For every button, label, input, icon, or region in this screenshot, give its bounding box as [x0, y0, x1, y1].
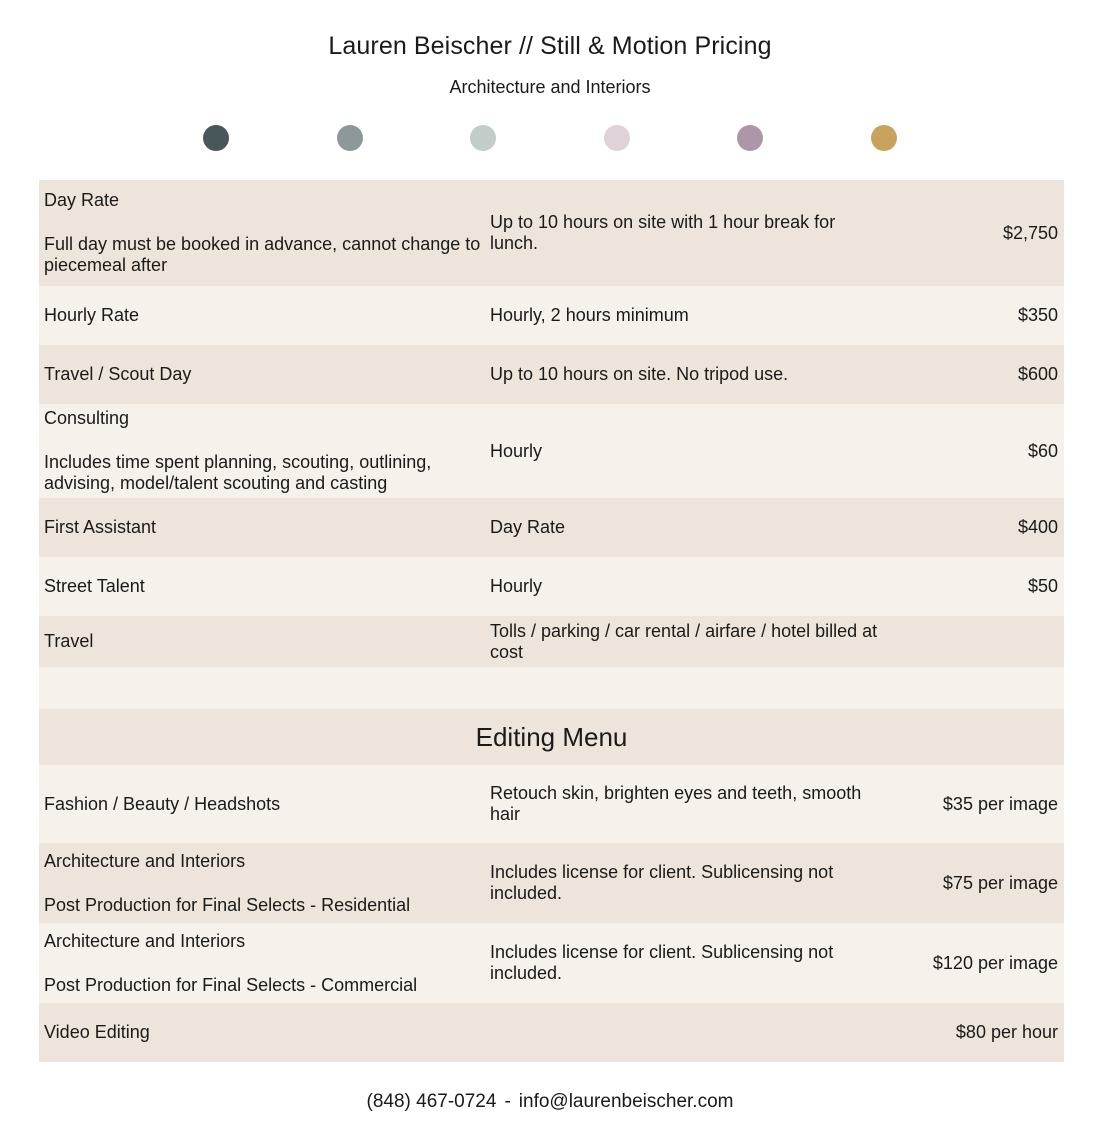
service-price: $600: [1017, 364, 1058, 384]
color-swatch: [737, 125, 763, 151]
service-price: $60: [1027, 440, 1058, 461]
service-description: Includes license for client. Sublicensing not included.: [490, 862, 834, 903]
color-swatch: [337, 125, 363, 151]
service-note: Post Production for Final Selects - Residential: [44, 894, 411, 915]
section-heading: Editing Menu: [39, 709, 1064, 765]
service-cell: [39, 408, 485, 494]
page-title: Lauren Beischer // Still & Motion Pricing: [328, 32, 772, 60]
table-row: [39, 923, 1064, 1003]
service-name: Fashion / Beauty / Headshots: [44, 793, 281, 814]
service-description: Up to 10 hours on site. No tripod use.: [490, 364, 789, 384]
table-row: [39, 498, 1064, 557]
service-price: $120 per image: [932, 952, 1058, 973]
footer-separator: -: [504, 1091, 511, 1112]
service-name: Consulting: [44, 408, 130, 428]
service-description: Hourly: [490, 576, 543, 596]
phone-number[interactable]: (848) 467-0724: [366, 1091, 497, 1112]
service-description: Tolls / parking / car rental / airfare / hotel billed at cost: [490, 620, 878, 662]
service-description: Hourly, 2 hours minimum: [490, 305, 689, 325]
service-cell: [39, 851, 485, 916]
service-description: Up to 10 hours on site with 1 hour break for lunch.: [490, 212, 836, 253]
service-price: $50: [1027, 576, 1058, 596]
table-row: [39, 404, 1064, 498]
table-row: [39, 180, 1064, 286]
service-name: Video Editing: [44, 1022, 150, 1042]
service-description: Hourly: [490, 440, 543, 461]
table-row: [39, 345, 1064, 404]
service-cell: [39, 190, 485, 276]
service-name: Architecture and Interiors: [44, 850, 246, 871]
table-row: [39, 843, 1064, 923]
service-name: Architecture and Interiors: [44, 930, 246, 951]
table-row: [39, 557, 1064, 616]
table-row: [39, 286, 1064, 345]
service-description: Day Rate: [490, 517, 566, 537]
service-note: Full day must be booked in advance, cannot change to piecemeal after: [44, 234, 481, 275]
color-swatch: [604, 125, 630, 151]
service-price: $75 per image: [942, 872, 1058, 893]
service-price: $350: [1017, 305, 1058, 325]
service-name: Street Talent: [44, 576, 145, 596]
service-price: $400: [1017, 517, 1058, 537]
spacer-row: [39, 667, 1064, 709]
email-link[interactable]: info@laurenbeischer.com: [518, 1091, 734, 1112]
service-name: First Assistant: [44, 517, 157, 537]
pricing-table: [39, 180, 1064, 1062]
color-palette: [0, 125, 1100, 151]
contact-footer: [0, 1090, 1100, 1114]
service-price: $80 per hour: [955, 1022, 1058, 1042]
color-swatch: [871, 125, 897, 151]
service-price: $35 per image: [942, 793, 1058, 814]
table-row: [39, 765, 1064, 843]
table-row: [39, 616, 1064, 667]
service-note: Includes time spent planning, scouting, outlining, advising, model/talent scouting and casting: [44, 452, 432, 493]
service-name: Hourly Rate: [44, 305, 140, 325]
service-cell: [39, 931, 485, 996]
service-description: Retouch skin, brighten eyes and teeth, smooth hair: [490, 783, 862, 824]
table-row: [39, 1003, 1064, 1062]
page-subtitle: Architecture and Interiors: [449, 77, 651, 97]
color-swatch: [203, 125, 229, 151]
color-swatch: [470, 125, 496, 151]
service-name: Travel / Scout Day: [44, 364, 192, 384]
service-note: Post Production for Final Selects - Commercial: [44, 974, 418, 995]
service-name: Travel: [44, 631, 94, 651]
service-description: Includes license for client. Sublicensing not included.: [490, 942, 834, 983]
service-name: Day Rate: [44, 190, 120, 210]
service-price: $2,750: [1002, 222, 1058, 243]
